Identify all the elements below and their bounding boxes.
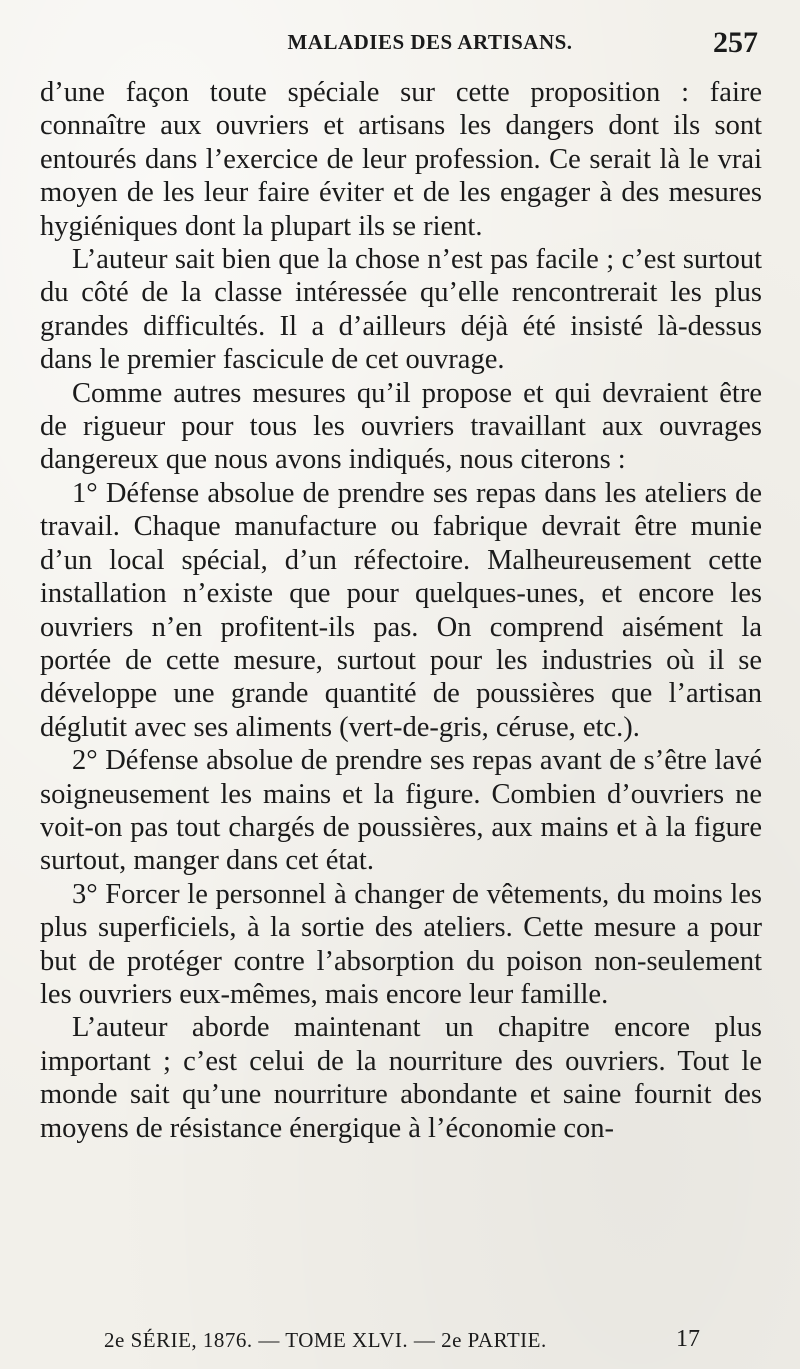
- page-footer: [104, 1328, 760, 1358]
- page-body: [40, 76, 762, 1145]
- paragraph: L’auteur sait bien que la chose n’est pas facile ; c’est surtout du côté de la classe intéressée qu’elle rencontrerait les plus grandes difficultés. Il a d’ailleurs déjà été insisté là-dessus dans le premier fascicule de cet ouvrage.: [40, 244, 762, 376]
- signature-mark: 17: [676, 1326, 700, 1352]
- running-title: MALADIES DES ARTISANS.: [287, 30, 573, 54]
- paragraph: L’auteur aborde maintenant un chapitre encore plus important ; c’est celui de la nourriture des ouvriers. Tout le monde sait qu’une nourriture abondante et saine fournit des moyens de résistance énergique à l’économie con-: [40, 1012, 762, 1144]
- paragraph: 2° Défense absolue de prendre ses repas avant de s’être lavé soigneusement les mains et la figure. Combien d’ouvriers ne voit-on pas tout chargés de poussières, aux mains et à la figure surtout, manger dans cet état.: [40, 745, 762, 877]
- paragraph: 1° Défense absolue de prendre ses repas dans les ateliers de travail. Chaque manufacture ou fabrique devrait être munie d’un local spécial, d’un réfectoire. Malheureusement cette installation n’existe que pour quelques-unes, et encore les ouvriers n’en profitent-ils pas. On comprend aisément la portée de cette mesure, surtout pour les industries où il se développe une grande quantité de poussières que l’artisan déglutit avec ses aliments (vert-de-gris, céruse, etc.).: [40, 477, 762, 743]
- paragraph: Comme autres mesures qu’il propose et qui devraient être de rigueur pour tous les ouvriers travaillant aux ouvrages dangereux que nous avons indiqués, nous citerons :: [40, 377, 762, 476]
- series-line: 2e SÉRIE, 1876. — TOME XLVI. — 2e PARTIE.: [104, 1328, 547, 1352]
- page-header: [40, 26, 760, 66]
- paragraph: 3° Forcer le personnel à changer de vêtements, du moins les plus superficiels, à la sortie des ateliers. Cette mesure a pour but de protéger contre l’absorption du poison non-seulement les ouvriers eux-mêmes, mais encore leur famille.: [40, 878, 762, 1010]
- page-number: 257: [713, 26, 758, 59]
- paragraph: d’une façon toute spéciale sur cette proposition : faire connaître aux ouvriers et artisans les dangers dont ils sont entourés dans l’exercice de leur profession. Ce serait là le vrai moyen de les leur faire éviter et de les engager à des mesures hygiéniques dont la plupart ils se rient.: [40, 77, 762, 242]
